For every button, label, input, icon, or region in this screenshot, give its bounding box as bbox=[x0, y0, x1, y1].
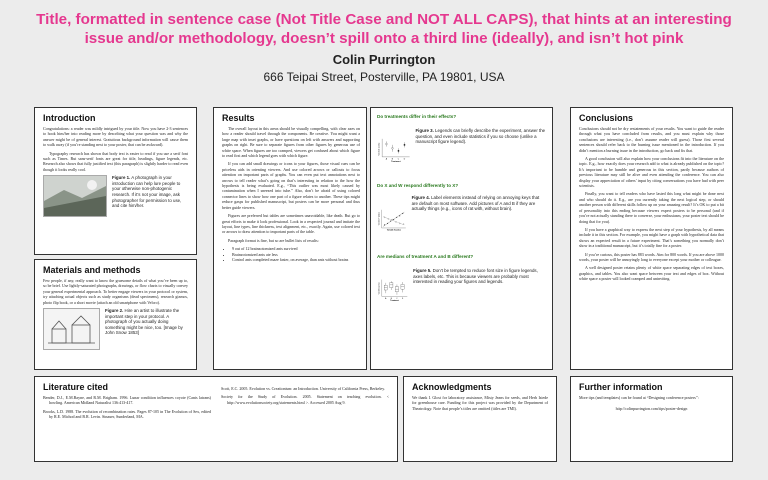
conclusions-paragraph-1: Conclusions should not be dry restatements of your results. You want to guide the reader through what you have concluded from results, and you must explain why those conclusions are interesting (i.e., don’t assume reader will guess). Those first several sentences should refer back to the burning issue mentioned in the introduction. If you didn’t mention a burning issue in the introduction, go back and fix that. bbox=[579, 126, 724, 153]
graph-3-x-tick: C bbox=[396, 297, 398, 300]
figure-4 bbox=[377, 189, 546, 251]
graph-2-title: Do X and W respond differently to X? bbox=[377, 183, 459, 188]
conclusions-paragraph-6: A well designed poster retains plenty of white space separating edges of text boxes, graphics, and tables. You also want space between your text and edges of box. Without white space a poster will looked cramped and uninviting. bbox=[579, 265, 724, 282]
poster-title: Title, formatted in sentence case (Not Title Case and NOT ALL CAPS), that hints at an interesting issue and/or methodology, doesn’t spill onto a third line (ideally), and isn’t hot pink bbox=[36, 11, 732, 47]
further-info-heading: Further information bbox=[579, 382, 663, 392]
introduction-box bbox=[34, 107, 197, 255]
results-box bbox=[213, 107, 367, 370]
graph-1-x-tick: C bbox=[397, 158, 400, 161]
materials-paragraph-1: Few people, if any, really want to know the gruesome details of what you’ve been up to, so be brief. Use lightly-saturated photographs, drawings, or flow charts to visually convey your general experimental approach. To better engage viewers in your protocol or system, try attaching actual objects such as study organisms (dead specimens), research gizmos, photo flip book, or a short movie (attach an old smartphone with Velcro). bbox=[43, 278, 188, 305]
figure-4-caption bbox=[412, 195, 546, 212]
literature-heading: Literature cited bbox=[43, 382, 109, 392]
reference-item: Brooks, L.D. 1988. The evolution of recombination rates. Pages 87-105 in The Evolution of Sex, edited by R.E. Michod and B.R. Levin. Sinauer, Sunderland, MA. bbox=[43, 408, 211, 420]
graph-2-trend-line-2 bbox=[383, 217, 404, 225]
acknowledgments-heading: Acknowledgments bbox=[412, 382, 492, 392]
graph-3-box-c bbox=[395, 284, 398, 294]
figure-5 bbox=[377, 260, 546, 320]
figure-1-text: A photograph in your introduction can help lure people to your otherwise non-photogenic research. If it’s not your image, ask photographer for permission to use, and cite him/her. bbox=[112, 175, 182, 209]
figure-2 bbox=[43, 308, 188, 350]
results-paragraph-1: The overall layout in this areas should be visually compelling, with clear axes on how a reader should travel through the components. Be creative. You might want a large map with inset graphs, or have questions on left with answers and supporting graphs on right. Be sure to separate figures from other figures by generous use of white space. When figures are too cramped, viewers get confused about which figure to read first and which legend goes with which figure. bbox=[222, 126, 360, 159]
graph-3-box-a bbox=[384, 283, 387, 293]
graph-1-point-d bbox=[404, 142, 406, 147]
reference-item: Society for the Study of Evolution. 2005. Statement on teaching evolution. < http://www.evolutionsociety.org/statements.html >. Accessed 2005 Aug 9. bbox=[221, 394, 389, 405]
figure-3-text: Legends can briefly describe the experiment, answer the question, and even include statistics if you so choose (unlike a manuscript figure legend). bbox=[415, 128, 546, 145]
results-paragraph-4: Paragraph format is fine, but so are bullet lists of results: bbox=[228, 237, 319, 243]
author-name: Colin Purrington bbox=[332, 52, 436, 67]
graph-3-y-label: Variable (units) bbox=[378, 282, 381, 295]
graph-2-scatter bbox=[377, 189, 407, 251]
results-paragraph-2: If you can add small drawings or icons to your figures, those visual cues can be priceless aids in orienting viewers. And use colored arrows or callouts to focus attention on important parts of graphs. You can even put text annotations next to arrows to tell reader what’s going on that’s interesting in relation to the how the hypothesis is being evaluated. E.g., “This outlier was most likely caused by contamination when I sneezed into tube.” Also, don’t be afraid of using colored connector lines to show how one part of a figure relates to another. These tips might reduce gasps for published manuscript, but posters can be more personal and thus better guide viewers. bbox=[222, 161, 360, 210]
graph-1-x-tick: B bbox=[391, 158, 394, 161]
graph-2-x-label: Variable X (units) bbox=[386, 229, 401, 232]
conclusions-paragraph-5: If you’re curious, this poster has 883 words. Aim for 800 words. If you are above 1000 words, your poster will be annoyingly long to everyone except your mother or colleague. bbox=[579, 251, 724, 262]
materials-box bbox=[34, 259, 197, 370]
graph-1-x-tick: A bbox=[385, 158, 388, 161]
conclusions-box bbox=[570, 107, 733, 370]
graph-1-x-label: Treatment bbox=[391, 161, 401, 164]
figure-5-label: Figure 5. bbox=[413, 268, 432, 273]
figure-1-photo bbox=[43, 175, 107, 217]
graph-1-point-c bbox=[398, 148, 400, 153]
graph-3-x-tick: D bbox=[401, 297, 404, 300]
acknowledgments-text: We thank I. Glost for laboratory assistance, Misty Jeans for seeds, and Herb Isiede for greenhouse care. Funding for this project was provided by the Department of Theatrology. Note that people’s titles are omitted (titles are TMI). bbox=[412, 395, 548, 411]
conclusions-heading: Conclusions bbox=[579, 113, 634, 123]
figure-2-caption bbox=[105, 308, 188, 336]
figure-1-caption bbox=[112, 175, 188, 209]
figure-1 bbox=[43, 175, 188, 217]
further-info-box bbox=[570, 376, 733, 462]
introduction-paragraph-2: Typography research has shown that body text is easier to read if you use a serif font such as Times. But sans-serif fonts are great for title, headings, figure legends, etc. Research also shows that fully justified text (this paragraph) is slightly harder to read even though it looks really cool. bbox=[43, 150, 188, 172]
further-info-url[interactable]: http://colinpurrington.com/tips/poster-design bbox=[615, 406, 688, 412]
figure-4-label: Figure 4. bbox=[411, 195, 430, 200]
figure-1-label: Figure 1. bbox=[112, 175, 131, 181]
graph-3-box-b bbox=[390, 281, 393, 290]
acknowledgments-box bbox=[403, 376, 557, 462]
introduction-paragraph-1: Congratulations: a reader was mildly intrigued by your title. Now you have 2-3 sentences to hook him/her into reading more by describing what your question was and why the answer might be of general interest. Gratuitous background information will cause them to walk away (if you’re standing next to your poster, that can be awkward). bbox=[43, 126, 188, 148]
results-heading: Results bbox=[222, 113, 255, 123]
results-bullet-list bbox=[232, 246, 360, 263]
graph-1-point-b bbox=[392, 145, 394, 152]
graph-3-box-plot bbox=[377, 260, 408, 320]
graph-1-point-a bbox=[386, 141, 388, 146]
graph-3-box-d bbox=[401, 282, 404, 292]
figure-2-label: Figure 2. bbox=[105, 308, 124, 314]
results-bullet: • Control ants completed maze faster, on average, than ants without brains bbox=[232, 257, 360, 263]
graph-2-points-open bbox=[384, 217, 404, 225]
results-bullet: • 9 out of 12 brainzotomized ants survived bbox=[232, 246, 360, 252]
graph-3-x-tick: A bbox=[385, 297, 387, 300]
graph-2-y-label: Variable Y (units) bbox=[378, 212, 381, 226]
graph-1-dot-plot bbox=[377, 120, 411, 180]
results-paragraph-3: Figures are preferred but tables are sometimes unavoidable, like death. But go to great efforts to make it look professional. Look in a respected journal and imitate the layout, line types, line thickness, text alignment, etc., exactly. Again, use colored text or arrows to draw attention to important parts of the table. bbox=[222, 213, 360, 235]
graph-3-title: Are medians of treatment A and B different? bbox=[377, 254, 474, 259]
graph-3-x-label: Treatment bbox=[390, 300, 399, 303]
conclusions-paragraph-4: If you have a graphical way to express the next step of your hypothesis, by all means include it in this section. For example, you might have a graph with hypothetical data that shows an expected result in a future experiment. That’s something you normally don’t show in a traditional manuscript, but it’s totally fine for a poster. bbox=[579, 226, 724, 249]
graph-2-points-filled bbox=[384, 213, 403, 225]
author-address: 666 Teipai Street, Posterville, PA 19801, USA bbox=[263, 70, 505, 84]
figure-3 bbox=[377, 120, 546, 180]
conclusions-paragraph-2: A good conclusion will also explain how your conclusions fit into the literature on the topic. E.g., how exactly does your research add to what is already published on the topic? It’s important to be humble and generous in this section, partly because authors of previous literature may still be alive and even attending the conference. You can also display your appreciation of others’ input by citing conversations you have had with peer scientists. bbox=[579, 156, 724, 189]
figure-2-illustration bbox=[43, 308, 100, 350]
literature-box bbox=[34, 376, 398, 462]
graph-1-title: Do treatments differ in their effects? bbox=[377, 114, 457, 119]
materials-heading: Materials and methods bbox=[43, 265, 141, 275]
reference-item: Scott, E.C. 2005. Evolution vs. Creationism: an Introduction. University of California Press, Berkeley. bbox=[221, 386, 385, 391]
results-bullet: • Brainzotomized ants ate less bbox=[232, 252, 360, 258]
conclusions-paragraph-3: Finally, you want to tell readers who have lasted this long what might be done next and who should do it. E.g., are you currently taking the next logical step, or should another person with different skills follow up on your amazing result? It’s OK to put a bit of personality into this ending because viewers expect posters to be personal (and if you’re not actually standing there to converse, your enthusiasm, your poster text should be doing that for you). bbox=[579, 191, 724, 224]
figure-5-caption bbox=[413, 268, 546, 285]
figure-5-text: Don’t be tempted to reduce font size in figure legends, axes labels, etc. This is because viewers are probably most interested in reading your figures and legends. bbox=[413, 268, 538, 285]
figure-3-caption bbox=[416, 128, 547, 145]
further-info-text: More tips (and templates) can be found at “Designing conference posters”: bbox=[579, 395, 699, 400]
reference-item: Bender, D.J., E.M.Bayne, and R.M. Brigham. 1996. Lunar condition influences coyote (Canis latrans) howling. American Midland Naturalist 136:413-417. bbox=[43, 395, 211, 406]
graph-1-x-tick: D bbox=[403, 158, 406, 161]
graph-3-x-tick: B bbox=[390, 297, 392, 300]
graphs-box bbox=[370, 107, 553, 370]
figure-3-label: Figure 3. bbox=[415, 128, 434, 133]
figure-4-text: Label elements instead of relying on annoying keys that are default on most software. Add pictures of A and B if they are actually things (e.g., icons of rat with, without brain). bbox=[411, 195, 540, 212]
graph-1-y-label: Variable (units) bbox=[378, 142, 381, 156]
figure-2-text: Hire an artist to illustrate the important step in your protocol. A photograph of you actually doing something might be nice, too. [Image by John Snow 1853] bbox=[105, 308, 183, 336]
introduction-heading: Introduction bbox=[43, 113, 96, 123]
